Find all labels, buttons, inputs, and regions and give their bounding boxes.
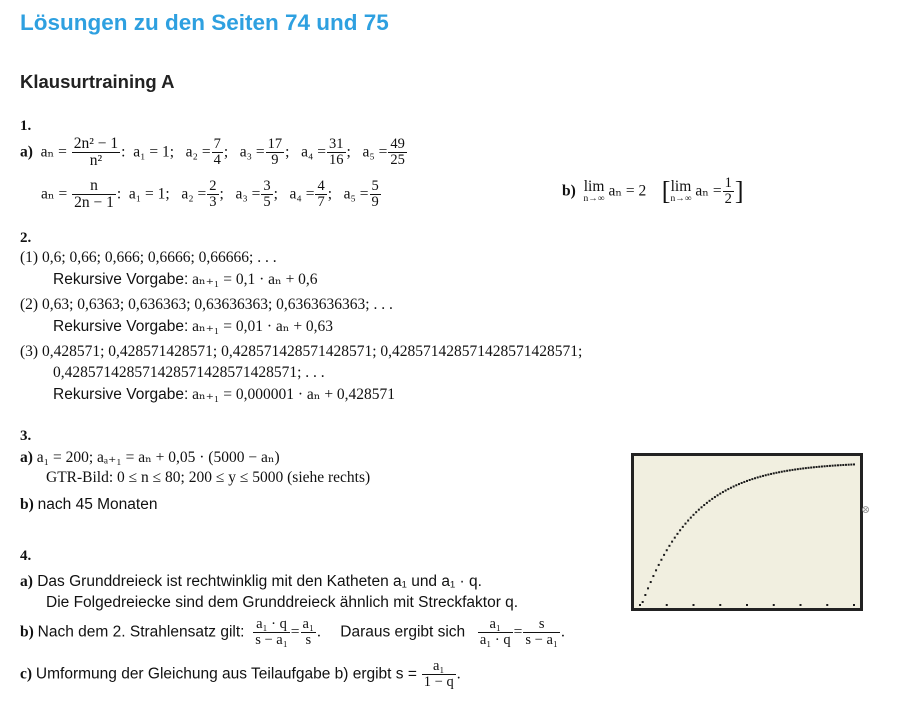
data-point (853, 463, 855, 465)
axis-tick (826, 604, 828, 606)
axis-tick (666, 604, 668, 606)
task-4a-line2: Die Folgedreiecke sind dem Grunddreieck ähnlich mit Streckfaktor q. (46, 594, 519, 611)
data-point (658, 564, 660, 566)
data-point (775, 472, 777, 474)
task-4b: b) Nach dem 2. Strahlensatz gilt: $\frac{\text{a₁ · q}}{\text{s − a₁}}$ = $\frac{\text{a₁}}{s}$ . Daraus ergibt sich $\frac{\text{a₁}}{\text{a₁ · q}}$ = $\frac{s}{\text{s − a₁}}$ . (20, 616, 565, 649)
task-2-item-2: (2) 0,63; 0,6363; 0,636363; 0,63636363; 0,6363636363; . . . (20, 296, 393, 313)
data-point (668, 545, 670, 547)
data-point (829, 465, 831, 467)
task-1-number: 1. (20, 118, 32, 134)
data-point (805, 467, 807, 469)
data-point (642, 601, 644, 603)
data-point (765, 474, 767, 476)
task-1b-label: b) (562, 182, 576, 200)
data-point (714, 496, 716, 498)
task-3a-line2: GTR-Bild: 0 ≤ n ≤ 80; 200 ≤ y ≤ 5000 (siehe rechts) (46, 469, 371, 486)
task-3b: b) nach 45 Monaten (20, 496, 158, 513)
task-3a-line1: a) a₁ = 200; aₐ₊₁ = aₙ + 0,05 · (5000 − aₙ) (20, 449, 280, 466)
data-point (687, 520, 689, 522)
data-point (711, 498, 713, 500)
margin-mark-icon: ⊗ (861, 504, 871, 516)
data-point (746, 480, 748, 482)
data-point (826, 465, 828, 467)
task-1a-row1: a) aₙ = $\frac{\text{2n² − 1}}{\text{n²}}$ : a₁ = 1; a₂ = $\frac{7}{4}$ ; a₃ = $\frac{17}{9}$ ; a₄ = $\frac{31}{16}$ ; a₅ = $\frac{49}{25}$ (20, 135, 405, 170)
data-point (727, 488, 729, 490)
data-point (671, 541, 673, 543)
data-point (730, 487, 732, 489)
task-2-item-1: (1) 0,6; 0,66; 0,666; 0,6666; 0,66666; . . . (20, 249, 277, 266)
data-point (837, 464, 839, 466)
data-point (684, 523, 686, 525)
data-point (660, 559, 662, 561)
data-point (719, 493, 721, 495)
data-point (738, 483, 740, 485)
formula-fraction: $\frac{\text{2n² − 1}}{\text{n²}}$ (73, 135, 119, 170)
data-point (690, 517, 692, 519)
data-point (679, 529, 681, 531)
term-a1: a₁ = 1; (133, 143, 175, 161)
data-point (773, 472, 775, 474)
data-point (813, 466, 815, 468)
data-point (709, 500, 711, 502)
axis-tick (693, 604, 695, 606)
data-point (824, 465, 826, 467)
task-2-number: 2. (20, 230, 32, 246)
data-point (802, 467, 804, 469)
data-point (757, 476, 759, 478)
data-point (797, 468, 799, 470)
task-4-number: 4. (20, 548, 32, 564)
axis-tick (719, 604, 721, 606)
data-point (751, 478, 753, 480)
data-point (770, 473, 772, 475)
data-point (816, 466, 818, 468)
data-point (821, 466, 823, 468)
data-point (762, 475, 764, 477)
axis-tick (773, 604, 775, 606)
data-point (647, 587, 649, 589)
section-subtitle: Klausurtraining A (20, 71, 175, 92)
data-point (767, 474, 769, 476)
data-point (733, 485, 735, 487)
page-title: Lösungen zu den Seiten 74 und 75 (20, 10, 389, 35)
task-3-number: 3. (20, 428, 32, 444)
axis-tick (800, 604, 802, 606)
task-4a-line1: a) Das Grunddreieck ist rechtwinklig mit den Katheten a₁ und a₁ · q. (20, 573, 482, 590)
axis-tick (639, 604, 641, 606)
data-point (695, 511, 697, 513)
data-point (818, 466, 820, 468)
formula-lhs: aₙ = (40, 143, 67, 161)
data-point (840, 464, 842, 466)
data-point (789, 469, 791, 471)
task-2-item-3-recursion: Rekursive Vorgabe: aₙ₊₁ = 0,000001 · aₙ + 0,428571 (53, 386, 396, 403)
data-point (786, 470, 788, 472)
task-1b: b) lim n→∞ aₙ = 2 [ lim n→∞ aₙ = $\frac{1}{2}$ ] (562, 175, 744, 208)
data-point (781, 471, 783, 473)
data-point (749, 479, 751, 481)
data-point (701, 506, 703, 508)
data-point (722, 491, 724, 493)
data-point (717, 494, 719, 496)
data-point (783, 470, 785, 472)
data-point (703, 504, 705, 506)
limit-expression-2: lim n→∞ (670, 178, 692, 204)
data-point (674, 537, 676, 539)
task-1a-row2: aₙ = $\frac{n}{2n - 1}$ : a₁ = 1; a₂ = $\frac{2}{3}$ ; a₃ = $\frac{3}{5}$ ; a₄ = $\frac{4}{7}$ ; a₅ = $\frac{5}{9}$ (41, 177, 379, 212)
data-point (741, 482, 743, 484)
data-point (791, 469, 793, 471)
data-point (810, 467, 812, 469)
data-point (754, 477, 756, 479)
data-point (693, 514, 695, 516)
data-point (698, 509, 700, 511)
data-point (794, 469, 796, 471)
data-point (778, 471, 780, 473)
data-point (800, 468, 802, 470)
data-point (652, 575, 654, 577)
data-point (706, 502, 708, 504)
data-point (735, 484, 737, 486)
plot-canvas (634, 456, 860, 608)
data-point (666, 549, 668, 551)
gtr-scatter-plot (631, 453, 863, 611)
task-4c: c) Umformung der Gleichung aus Teilaufgabe b) ergibt s = $\frac{\text{a₁}}{1 - q}$ . (20, 658, 461, 691)
data-point (743, 481, 745, 483)
formula-fraction: $\frac{n}{2n - 1}$ (74, 177, 114, 212)
axis-tick (853, 604, 855, 606)
data-point (644, 594, 646, 596)
data-point (808, 467, 810, 469)
data-point (682, 526, 684, 528)
task-2-item-2-recursion: Rekursive Vorgabe: aₙ₊₁ = 0,01 · aₙ + 0,63 (53, 318, 334, 335)
data-point (759, 476, 761, 478)
data-point (663, 554, 665, 556)
data-point (850, 464, 852, 466)
data-point (832, 465, 834, 467)
data-point (848, 464, 850, 466)
axis-tick (746, 604, 748, 606)
task-2-item-3: (3) 0,428571; 0,428571428571; 0,428571428571428571; 0,428571428571428571428571; (20, 343, 583, 360)
data-point (845, 464, 847, 466)
data-point (842, 464, 844, 466)
task-1a-label: a) (20, 143, 33, 161)
data-point (725, 490, 727, 492)
data-point (834, 464, 836, 466)
task-2-item-3-seq-continued: 0,428571428571428571428571428571; . . . (53, 364, 325, 381)
data-point (650, 581, 652, 583)
data-point (676, 533, 678, 535)
task-2-item-1-recursion: Rekursive Vorgabe: aₙ₊₁ = 0,1 · aₙ + 0,6 (53, 271, 318, 288)
limit-expression: lim n→∞ (583, 178, 605, 204)
data-point (655, 569, 657, 571)
